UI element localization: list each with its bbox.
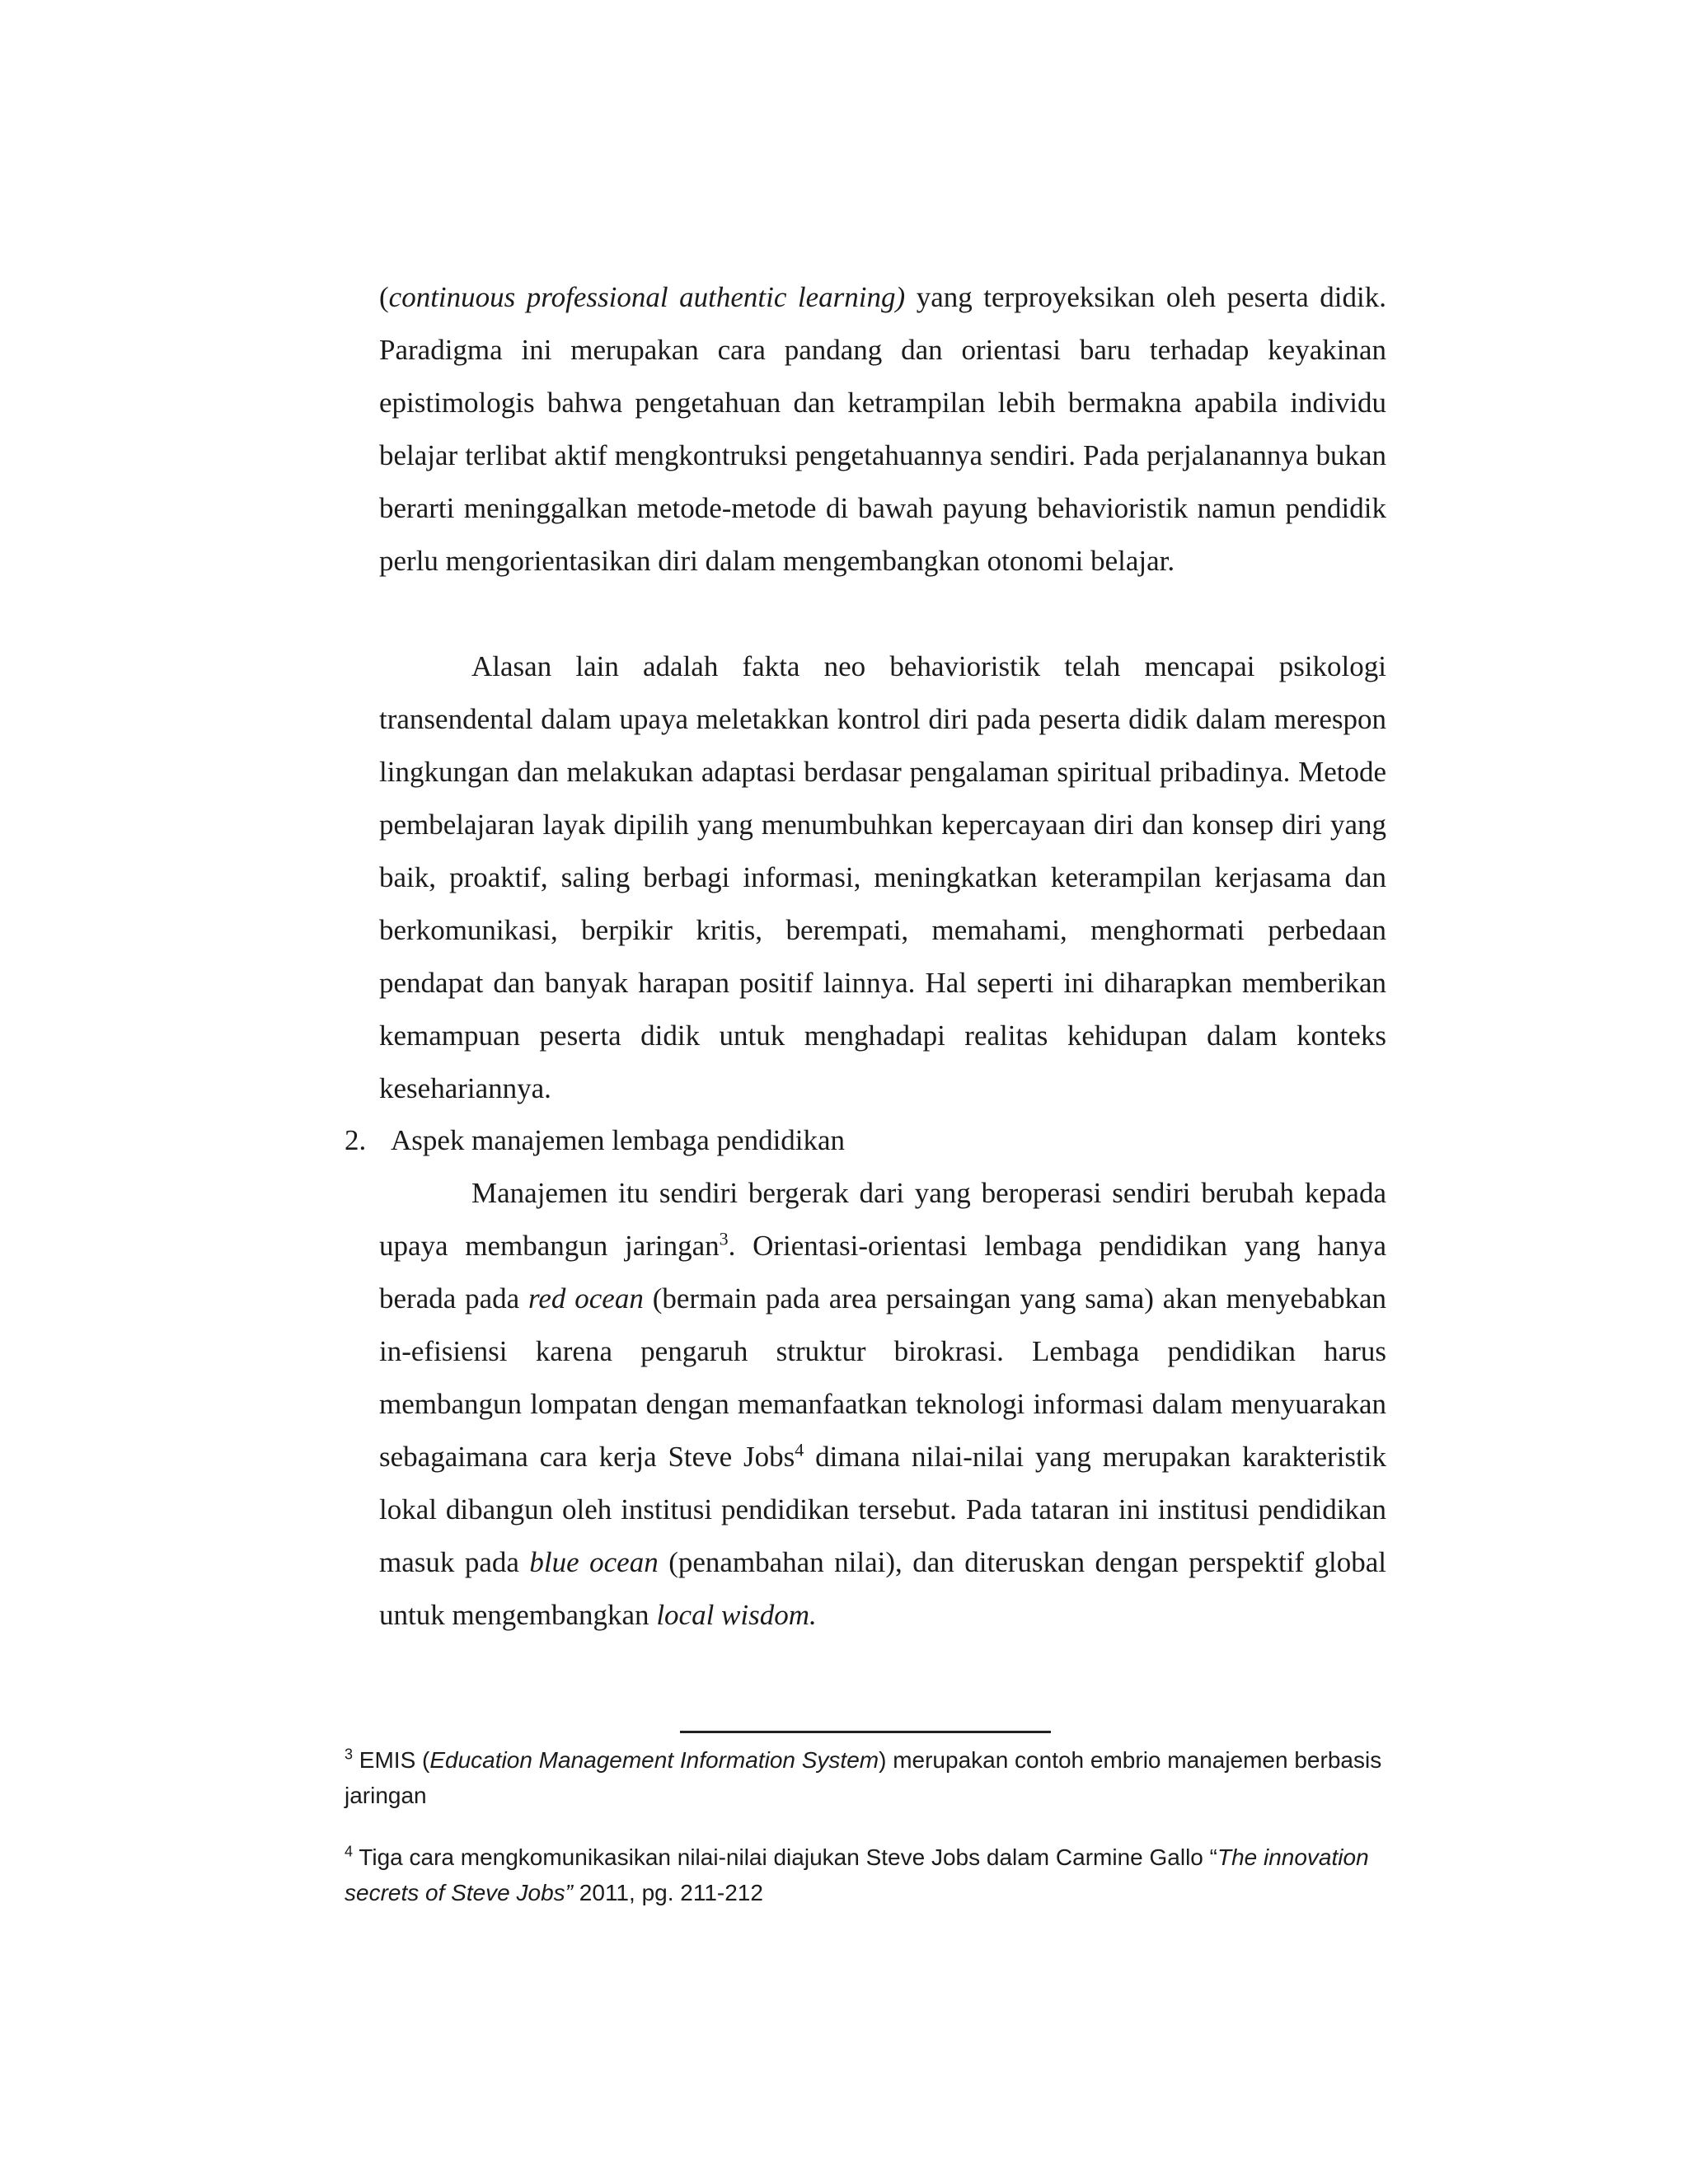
paragraph-3-italic-local-wisdom: local wisdom. bbox=[656, 1599, 817, 1631]
paragraph-3-text-3: (bermain pada area persaingan yang sama) akan menyebabkan in-efisiensi karena pengaruh struktur birokrasi. Lembaga pendidikan harus membangun lompatan dengan memanfaatkan teknologi informasi dalam menyuarakan sebagaimana cara kerja Steve Jobs bbox=[379, 1282, 1386, 1473]
paragraph-2-text: Alasan lain adalah fakta neo behavioristik telah mencapai psikologi transendental dalam upaya meletakkan kontrol diri pada peserta didik dalam merespon lingkungan dan melakukan adaptasi berdasar pengalaman spiritual pribadinya. Metode pembelajaran layak dipilih yang menumbuhkan kepercayaan diri dan konsep diri yang baik, proaktif, saling berbagi informasi, meningkatkan keterampilan kerjasama dan berkomunikasi, berpikir kritis, berempati, memahami, menghormati perbedaan pendapat dan banyak harapan positif lainnya. Hal seperti ini diharapkan memberikan kemampuan peserta didik untuk menghadapi realitas kehidupan dalam konteks kesehariannya. bbox=[379, 650, 1386, 1104]
footnote-4-number: 4 bbox=[345, 1843, 354, 1860]
list-item-heading-text: Aspek manajemen lembaga pendidikan bbox=[391, 1124, 846, 1156]
footnote-ref-3[interactable]: 3 bbox=[719, 1228, 729, 1249]
paragraph-3-italic-blue-ocean: blue ocean bbox=[529, 1546, 659, 1578]
footnote-3-number: 3 bbox=[345, 1746, 354, 1763]
paragraph-3-text-1: Manajemen itu sendiri bergerak dari yang beroperasi sendiri berubah kepada upaya membangun jaringan bbox=[379, 1177, 1386, 1262]
paragraph-3-text-4: dimana nilai-nilai yang merupakan karakteristik lokal dibangun oleh institusi pendidikan tersebut. Pada tataran ini institusi pendidikan masuk pada bbox=[379, 1441, 1387, 1578]
list-item-number: 2. bbox=[345, 1124, 367, 1156]
footnote-4-italic: The innovation secrets of Steve Jobs” bbox=[345, 1844, 1369, 1905]
paragraph-3-text-2: . Orientasi-orientasi lembaga pendidikan yang hanya berada pada bbox=[379, 1230, 1387, 1315]
footnote-3-text-pre: EMIS ( bbox=[353, 1747, 430, 1773]
footnote-4-text-pre: Tiga cara mengkomunikasikan nilai-nilai diajukan Steve Jobs dalam Carmine Gallo “ bbox=[353, 1844, 1217, 1870]
paragraph-3-italic-red-ocean: red ocean bbox=[528, 1282, 644, 1315]
list-item-heading bbox=[345, 1114, 845, 1167]
paragraph-1-open-paren: ( bbox=[379, 281, 389, 313]
footnote-4 bbox=[345, 1840, 1408, 1910]
paragraph-3-text-5: (penambahan nilai), dan diteruskan dengan perspektif global untuk mengembangkan bbox=[379, 1546, 1387, 1631]
footnote-3-text-post: ) merupakan contoh embrio manajemen berbasis jaringan bbox=[345, 1747, 1382, 1808]
footnote-ref-4[interactable]: 4 bbox=[795, 1439, 804, 1460]
paragraph-1 bbox=[379, 271, 1386, 588]
paragraph-2 bbox=[379, 640, 1386, 1115]
footnote-3 bbox=[345, 1742, 1408, 1813]
footnote-separator bbox=[680, 1731, 1051, 1733]
footnote-4-text-post: 2011, pg. 211-212 bbox=[573, 1880, 763, 1905]
paragraph-1-italic-term: continuous professional authentic learning) bbox=[388, 281, 906, 313]
paragraph-1-text: yang terproyeksikan oleh peserta didik. Paradigma ini merupakan cara pandang dan orientasi baru terhadap keyakinan epistimologis bahwa pengetahuan dan ketrampilan lebih bermakna apabila individu belajar terlibat aktif mengkontruksi pengetahuannya sendiri. Pada perjalanannya bukan berarti meninggalkan metode-metode di bawah payung behavioristik namun pendidik perlu mengorientasikan diri dalam mengembangkan otonomi belajar. bbox=[379, 281, 1386, 577]
footnote-3-italic: Education Management Information System bbox=[429, 1747, 879, 1773]
paragraph-3 bbox=[379, 1167, 1386, 1642]
